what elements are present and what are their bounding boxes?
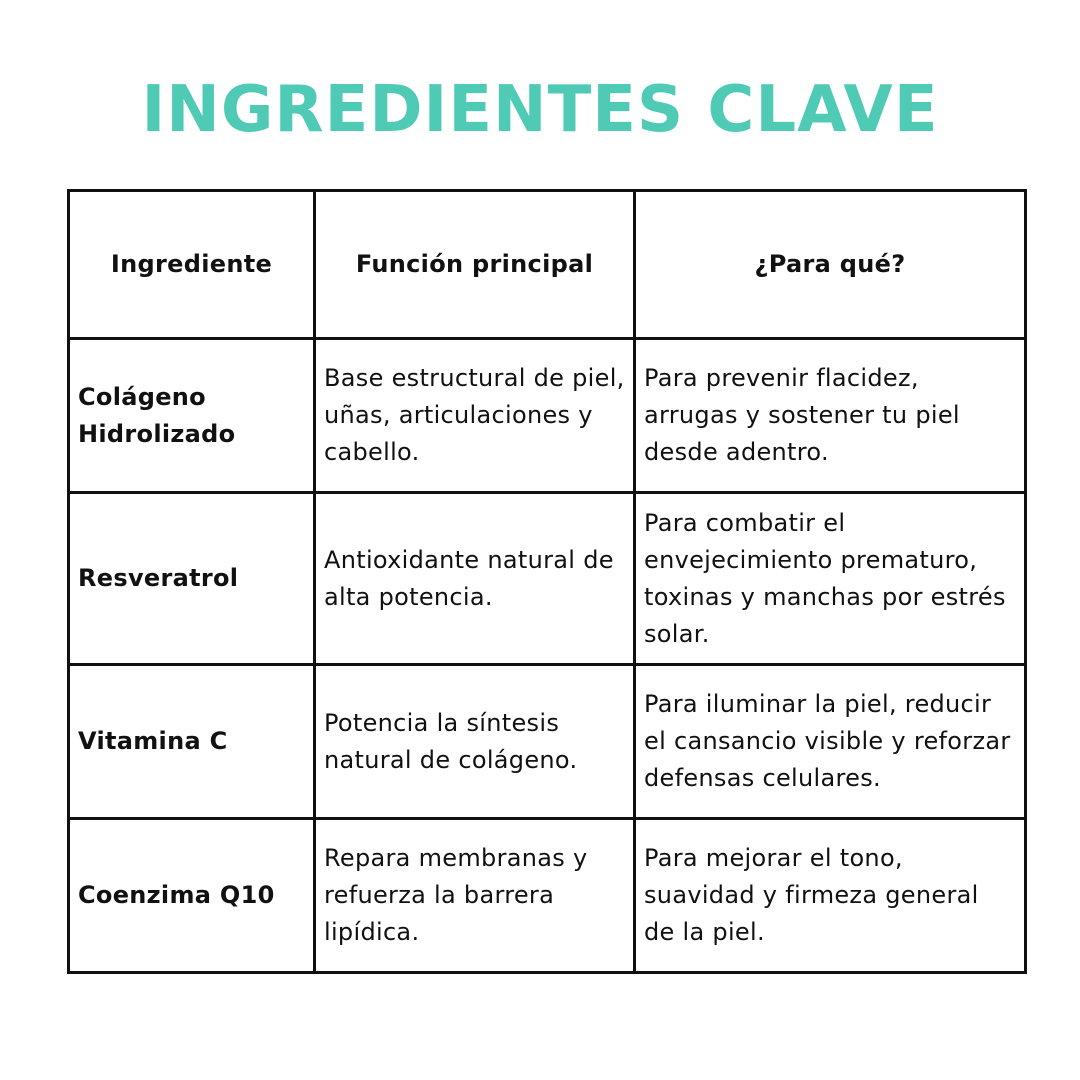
ingredient-purpose: Para prevenir flacidez, arrugas y sostener tu piel desde adentro. xyxy=(635,339,1026,493)
ingredient-name: Vitamina C xyxy=(69,665,315,819)
ingredient-name: Resveratrol xyxy=(69,493,315,665)
ingredient-function: Base estructural de piel, uñas, articulaciones y cabello. xyxy=(315,339,635,493)
ingredient-function: Antioxidante natural de alta potencia. xyxy=(315,493,635,665)
ingredient-name: Colágeno Hidrolizado xyxy=(69,339,315,493)
ingredients-table xyxy=(67,189,1027,974)
ingredient-function: Repara membranas y refuerza la barrera lipídica. xyxy=(315,819,635,973)
page-title: INGREDIENTES CLAVE xyxy=(141,73,939,147)
header-function: Función principal xyxy=(315,191,635,339)
table-row xyxy=(69,493,1026,665)
table-row xyxy=(69,819,1026,973)
table-header-row xyxy=(69,191,1026,339)
ingredient-function: Potencia la síntesis natural de colágeno. xyxy=(315,665,635,819)
table-row xyxy=(69,339,1026,493)
ingredient-purpose: Para iluminar la piel, reducir el cansancio visible y reforzar defensas celulares. xyxy=(635,665,1026,819)
header-ingredient: Ingrediente xyxy=(69,191,315,339)
ingredient-purpose: Para combatir el envejecimiento prematuro, toxinas y manchas por estrés solar. xyxy=(635,493,1026,665)
table-row xyxy=(69,665,1026,819)
ingredient-name: Coenzima Q10 xyxy=(69,819,315,973)
header-purpose: ¿Para qué? xyxy=(635,191,1026,339)
ingredient-purpose: Para mejorar el tono, suavidad y firmeza general de la piel. xyxy=(635,819,1026,973)
